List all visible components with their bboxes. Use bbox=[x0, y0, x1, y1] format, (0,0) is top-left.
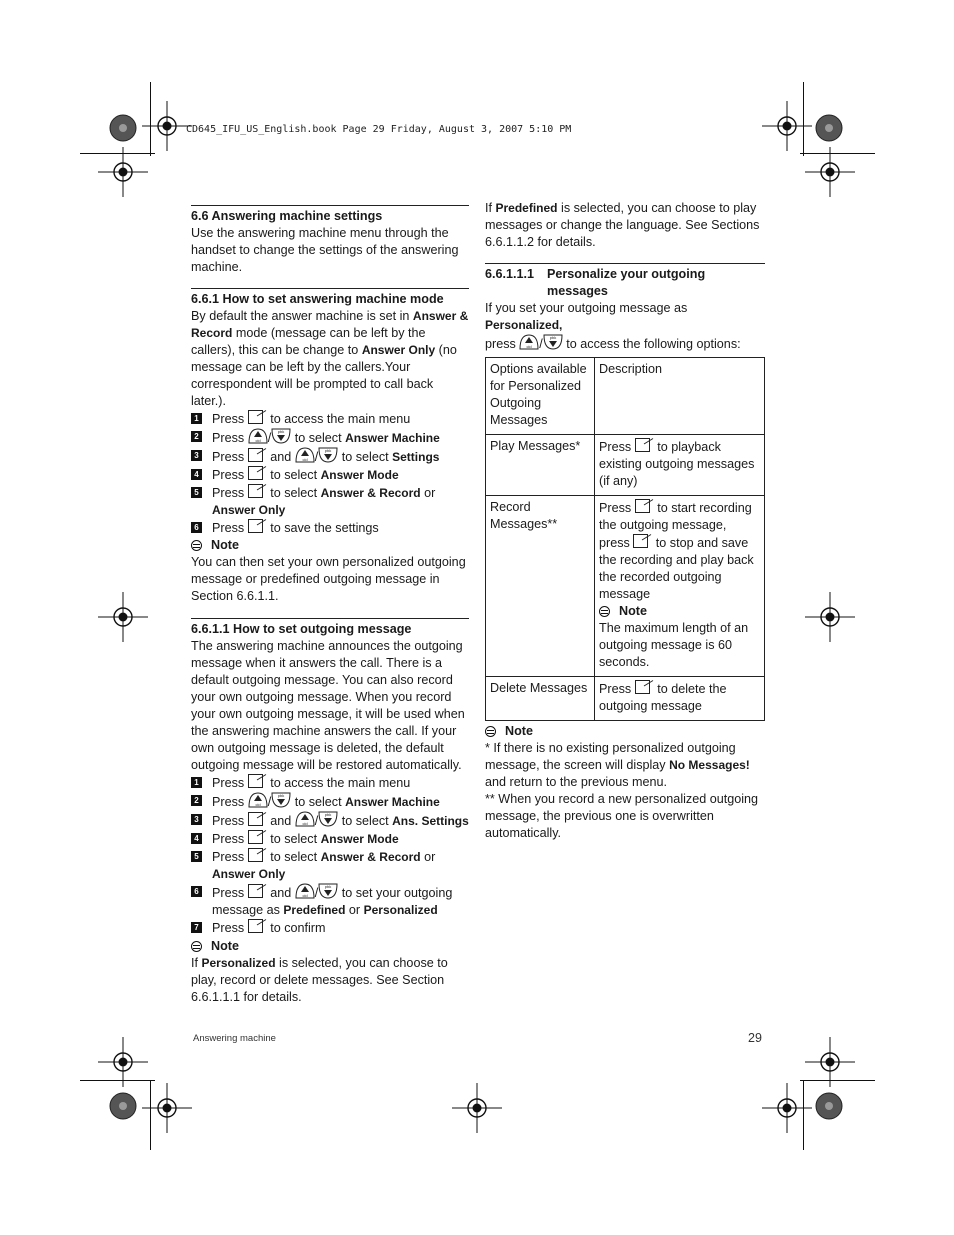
step-item: 2 Press cid / pbk to select Answer Machine bbox=[191, 792, 469, 811]
svg-text:cid: cid bbox=[255, 438, 261, 443]
step-number: 5 bbox=[191, 851, 202, 862]
step-item: 7 Press to confirm bbox=[191, 919, 469, 937]
step-number: 1 bbox=[191, 413, 202, 424]
note-heading: Note bbox=[191, 938, 469, 955]
option-cell: Record Messages** bbox=[486, 496, 595, 677]
table-header-row bbox=[486, 358, 765, 435]
svg-text:cid: cid bbox=[302, 457, 308, 462]
note-heading: Note bbox=[599, 603, 760, 620]
step-number: 3 bbox=[191, 814, 202, 825]
print-header: CD645_IFU_US_English.book Page 29 Friday, August 3, 2007 5:10 PM bbox=[186, 124, 572, 135]
step-item: 3 Press and cid / pbk to select Ans. Settings bbox=[191, 811, 469, 830]
up-navigation-key-icon bbox=[295, 883, 315, 899]
options-table bbox=[485, 357, 765, 721]
down-navigation-key-icon bbox=[271, 792, 291, 808]
step-number: 5 bbox=[191, 487, 202, 498]
note-heading: Note bbox=[191, 537, 469, 554]
footnote-1: * If there is no existing personalized outgoing message, the screen will display No Messages! and return to the previous menu. bbox=[485, 741, 750, 789]
table-header-cell: Options available for Personalized Outgoing Messages bbox=[486, 358, 595, 435]
up-navigation-key-icon bbox=[248, 792, 268, 808]
down-navigation-key-icon bbox=[271, 428, 291, 444]
predefined-intro: If Predefined is selected, you can choose to play messages or change the language. See Sections 6.6.1.1.2 for details. bbox=[485, 201, 760, 249]
up-navigation-key-icon bbox=[295, 811, 315, 827]
down-navigation-key-icon bbox=[318, 883, 338, 899]
step-item: 4 Press to select Answer Mode bbox=[191, 466, 469, 484]
ok-key-icon bbox=[248, 919, 267, 934]
note-icon bbox=[599, 606, 610, 617]
note-text: If Personalized is selected, you can choose to play, record or delete messages. See Section 6.6.1.1.1 for details. bbox=[191, 956, 448, 1004]
svg-text:pbk: pbk bbox=[324, 884, 332, 889]
steps-6-6-1 bbox=[191, 410, 469, 537]
ok-key-icon bbox=[248, 448, 267, 463]
section-6-6-body: Use the answering machine menu through the handset to change the settings of the answering machine. bbox=[191, 226, 459, 274]
step-item: 3 Press and cid / pbk to select Settings bbox=[191, 447, 469, 466]
left-column bbox=[191, 205, 469, 1006]
ok-key-icon bbox=[248, 410, 267, 425]
ok-key-icon bbox=[635, 438, 654, 453]
section-6-6-1-title: 6.6.1 How to set answering machine mode bbox=[191, 292, 444, 306]
step-item: 1 Press to access the main menu bbox=[191, 774, 469, 792]
step-item: 5 Press to select Answer & Record or Answer Only bbox=[191, 484, 469, 519]
ok-key-icon bbox=[248, 884, 267, 899]
table-row bbox=[486, 677, 765, 721]
step-number: 3 bbox=[191, 450, 202, 461]
table-row bbox=[486, 435, 765, 496]
section-6-6-title: 6.6 Answering machine settings bbox=[191, 209, 383, 223]
ok-key-icon bbox=[633, 534, 652, 549]
steps-6-6-1-1 bbox=[191, 774, 469, 937]
svg-text:pbk: pbk bbox=[277, 793, 285, 798]
down-navigation-key-icon bbox=[318, 447, 338, 463]
svg-text:pbk: pbk bbox=[549, 335, 557, 340]
step-number: 7 bbox=[191, 922, 202, 933]
note-heading: Note bbox=[485, 723, 765, 740]
table-row bbox=[486, 496, 765, 677]
note-icon bbox=[191, 540, 202, 551]
option-cell: Play Messages* bbox=[486, 435, 595, 496]
table-header-cell: Description bbox=[595, 358, 765, 435]
ok-key-icon bbox=[248, 466, 267, 481]
section-6-6-1-body: By default the answer machine is set in Answer & Record mode (message can be left by the callers), this can be change to Answer Only (no message can be left by the callers.Your correspondent will be prompted to call back later.). bbox=[191, 309, 469, 408]
svg-text:cid: cid bbox=[255, 802, 261, 807]
step-number: 4 bbox=[191, 469, 202, 480]
svg-text:cid: cid bbox=[302, 893, 308, 898]
step-number: 1 bbox=[191, 777, 202, 788]
svg-text:cid: cid bbox=[302, 821, 308, 826]
step-number: 4 bbox=[191, 833, 202, 844]
down-navigation-key-icon bbox=[318, 811, 338, 827]
svg-text:pbk: pbk bbox=[277, 429, 285, 434]
ok-key-icon bbox=[635, 680, 654, 695]
ok-key-icon bbox=[635, 499, 654, 514]
down-navigation-key-icon bbox=[543, 334, 563, 350]
ok-key-icon bbox=[248, 848, 267, 863]
section-6-6-1-1-title: 6.6.1.1 How to set outgoing message bbox=[191, 622, 412, 636]
footnote-2: ** When you record a new personalized outgoing message, the previous one is overwritten automatically. bbox=[485, 792, 759, 840]
svg-text:cid: cid bbox=[526, 344, 532, 349]
ok-key-icon bbox=[248, 519, 267, 534]
ok-key-icon bbox=[248, 830, 267, 845]
step-item: 2 Press cid / pbk to select Answer Machine bbox=[191, 428, 469, 447]
footer-section-name: Answering machine bbox=[193, 1033, 276, 1044]
right-column bbox=[485, 200, 765, 842]
step-number: 6 bbox=[191, 886, 202, 897]
svg-text:pbk: pbk bbox=[324, 448, 332, 453]
up-navigation-key-icon bbox=[519, 334, 539, 350]
up-navigation-key-icon bbox=[248, 428, 268, 444]
step-number: 2 bbox=[191, 431, 202, 442]
description-cell: Press to playback existing outgoing messages (if any) bbox=[595, 435, 765, 496]
ok-key-icon bbox=[248, 484, 267, 499]
step-item: 6 Press to save the settings bbox=[191, 519, 469, 537]
step-item: 4 Press to select Answer Mode bbox=[191, 830, 469, 848]
section-6-6-1-1-1-title: 6.6.1.1.1 Personalize your outgoing messages bbox=[485, 267, 706, 298]
ok-key-icon bbox=[248, 812, 267, 827]
note-icon bbox=[191, 941, 202, 952]
description-cell: Press to start recording the outgoing message, press to stop and save the recording and play back the recorded outgoing message Note The maximum length of an outgoing message is 60 seconds. bbox=[595, 496, 765, 677]
step-item: 6 Press and cid / pbk to set your outgoing message as Predefined or Personalized bbox=[191, 883, 469, 919]
step-number: 2 bbox=[191, 795, 202, 806]
option-cell: Delete Messages bbox=[486, 677, 595, 721]
page-number: 29 bbox=[748, 1031, 762, 1045]
ok-key-icon bbox=[248, 774, 267, 789]
step-item: 1 Press to access the main menu bbox=[191, 410, 469, 428]
up-navigation-key-icon bbox=[295, 447, 315, 463]
description-cell: Press to delete the outgoing message bbox=[595, 677, 765, 721]
step-item: 5 Press to select Answer & Record or Answer Only bbox=[191, 848, 469, 883]
svg-text:pbk: pbk bbox=[324, 812, 332, 817]
note-icon bbox=[485, 726, 496, 737]
step-number: 6 bbox=[191, 522, 202, 533]
section-6-6-1-1-body: The answering machine announces the outgoing message when it answers the call. There is a default outgoing message. You can also record your own outgoing message. When you record your own outgoing message, it will be used when the answering machine answers the call. If your own outgoing message is deleted, the default outgoing message will be restored automatically. bbox=[191, 639, 465, 772]
note-text: You can then set your own personalized outgoing message or predefined outgoing message in Section 6.6.1.1. bbox=[191, 555, 466, 603]
section-6-6-1-1-1-body: If you set your outgoing message as Personalized, press cid / pbk to access the following options: bbox=[485, 301, 741, 351]
